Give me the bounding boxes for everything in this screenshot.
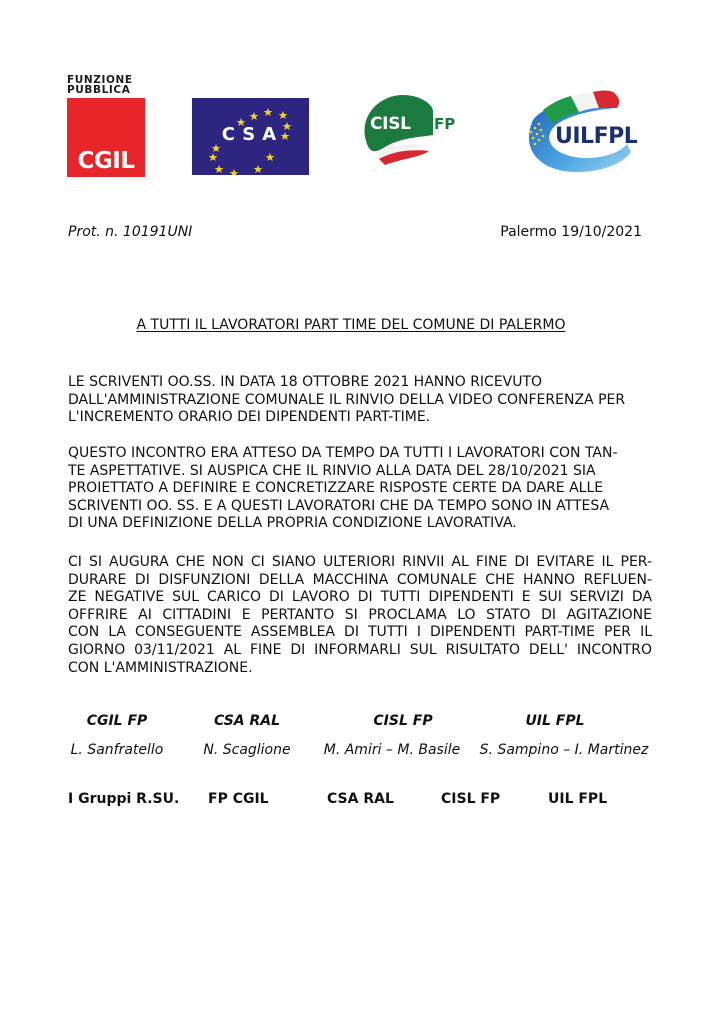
paragraph-line: PROIETTATO A DEFINIRE E CONCRETIZZARE RISPOSTE CERTE DA DARE ALLE (68, 480, 604, 497)
csa-logo (192, 98, 309, 175)
paragraph-2 (68, 445, 652, 533)
document-title: A TUTTI IL LAVORATORI PART TIME DEL COMUNE DI PALERMO (136, 317, 566, 333)
cisl-logo-text: CISL (370, 114, 411, 134)
signature-names-cgil: L. Sanfratello (70, 742, 164, 758)
place-and-date: Palermo 19/10/2021 (500, 224, 642, 240)
cisl-fp-logo (361, 93, 463, 171)
cgil-logo-red-box (67, 98, 145, 177)
rsu-group-csa-ral: CSA RAL (327, 791, 394, 807)
paragraph-line: OFFRIRE AI CITTADINI E PERTANTO SI PROCLAMA LO STATO DI AGITAZIONE (68, 606, 652, 623)
rsu-group-cisl-fp: CISL FP (441, 791, 501, 807)
cgil-logo-text: CGIL (77, 148, 135, 174)
paragraph-1 (68, 374, 652, 427)
paragraph-line: TE ASPETTATIVE. SI AUSPICA CHE IL RINVIO ALLA DATA DEL 28/10/2021 SIA (68, 462, 596, 479)
signature-org-cisl: CISL FP (373, 713, 433, 729)
signature-org-cgil: CGIL FP (86, 713, 148, 729)
cgil-logo-top-line1: FUNZIONE (67, 74, 133, 86)
paragraph-line: GIORNO 03/11/2021 AL FINE DI INFORMARLI SUL RISULTATO DELL' INCONTRO (68, 641, 652, 658)
signature-names-cisl: M. Amiri – M. Basile (323, 742, 461, 758)
signature-org-uil: UIL FPL (525, 713, 585, 729)
paragraph-line: L'INCREMENTO ORARIO DEI DIPENDENTI PART-TIME. (68, 409, 431, 426)
paragraph-line: LE SCRIVENTI OO.SS. IN DATA 18 OTTOBRE 2021 HANNO RICEVUTO (68, 374, 543, 390)
paragraph-line: CON LA CONSEGUENTE ASSEMBLEA DI TUTTI I DIPENDENTI PART-TIME PER IL (68, 624, 652, 641)
paragraph-line: DI UNA DEFINIZIONE DELLA PROPRIA CONDIZIONE LAVORATIVA. (68, 515, 517, 532)
rsu-group-fp-cgil: FP CGIL (208, 791, 269, 807)
signature-org-csa: CSA RAL (213, 713, 281, 729)
paragraph-line: CON L'AMMINISTRAZIONE. (68, 659, 253, 676)
paragraph-line: SCRIVENTI OO. SS. E A QUESTI LAVORATORI CHE DA TEMPO SONO IN ATTESA (68, 497, 610, 514)
paragraph-line: QUESTO INCONTRO ERA ATTESO DA TEMPO DA TUTTI I LAVORATORI CON TAN- (68, 445, 618, 461)
csa-logo-text: CSA (221, 124, 284, 145)
cgil-logo-top-line2: PUBBLICA (67, 84, 131, 96)
protocol-number: Prot. n. 10191UNI (68, 224, 193, 240)
paragraph-line: DURARE DI DISFUNZIONI DELLA MACCHINA COMUNALE CHE HANNO REFLUEN- (68, 571, 652, 588)
cisl-logo-fp-text: FP (434, 115, 456, 133)
paragraph-line: ZE NEGATIVE SUL CARICO DI LAVORO DI TUTTI DIPENDENTI E SUI SERVIZI DA (68, 589, 652, 606)
uil-logo-text: UILFPL (555, 124, 638, 149)
signature-names-csa: N. Scaglione (203, 742, 291, 758)
paragraph-3 (68, 554, 652, 677)
uil-fpl-logo (513, 86, 641, 178)
rsu-group-uil-fpl: UIL FPL (548, 791, 608, 807)
paragraph-line: CI SI AUGURA CHE NON CI SIANO ULTERIORI RINVII AL FINE DI EVITARE IL PER- (68, 554, 652, 570)
signature-names-uil: S. Sampino – I. Martinez (479, 742, 649, 758)
cgil-fp-logo (67, 75, 145, 178)
paragraph-line: DALL'AMMINISTRAZIONE COMUNALE IL RINVIO DELLA VIDEO CONFERENZA PER (68, 391, 626, 408)
rsu-groups-label: I Gruppi R.SU. (68, 791, 180, 807)
